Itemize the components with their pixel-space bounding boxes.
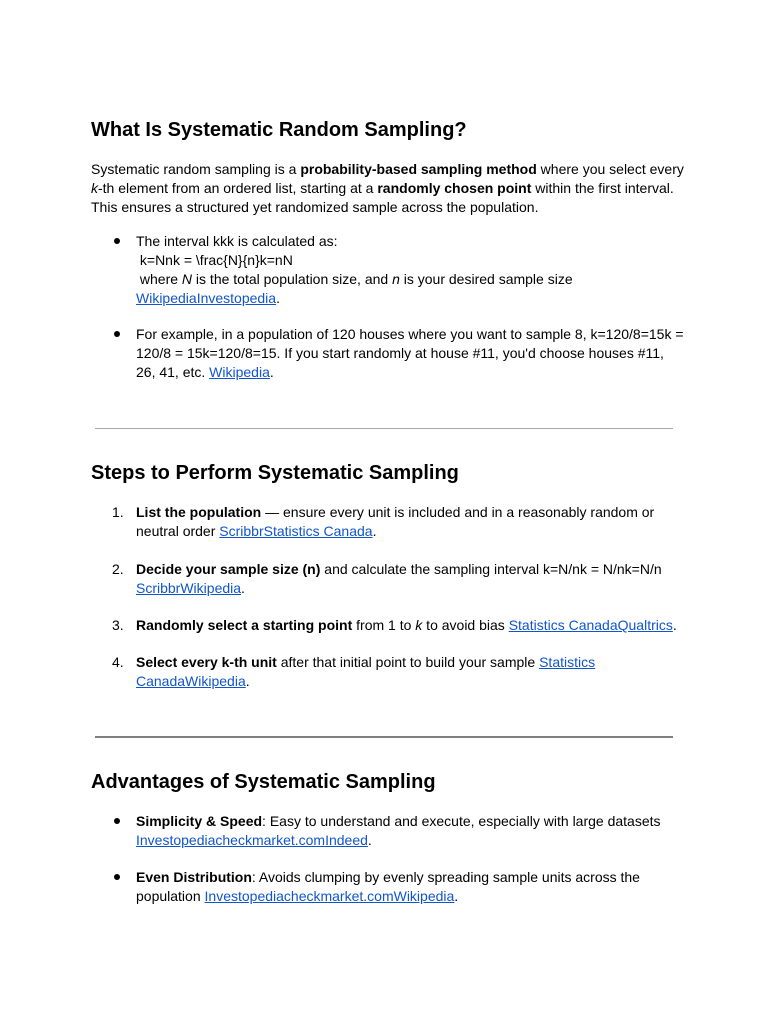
horizontal-divider (95, 428, 673, 429)
link-investopedia-checkmarket-wikipedia[interactable]: Investopediacheckmarket.comWikipedia (204, 888, 455, 904)
link-canada-wikipedia[interactable]: CanadaWikipedia (136, 673, 246, 689)
bold-probability-based: probability-based sampling method (300, 161, 537, 177)
link-wikipedia[interactable]: Wikipedia (209, 364, 270, 380)
bullet-dot (114, 818, 120, 824)
step-1: List the population — ensure every unit is included and in a reasonably random or neutral order ScribbrStatistics Canada. (136, 504, 655, 539)
heading-steps: Steps to Perform Systematic Sampling (91, 462, 459, 484)
advantage-even-distribution: Even Distribution: Avoids clumping by evenly spreading sample units across the population Investopediacheckmarket.comWikipedia. (136, 869, 640, 904)
list-number: 1. (112, 504, 124, 520)
list-number: 2. (112, 561, 124, 577)
link-statistics[interactable]: Statistics (539, 654, 596, 670)
horizontal-divider (95, 736, 673, 738)
bullet-example: For example, in a population of 120 houses where you want to sample 8, k=120/8=15k = 120/8 = 15k=120/8=15. If you start randomly at house #11, you'd choose houses #11, 26, 41, etc. Wikipedia. (136, 326, 684, 380)
advantage-simplicity: Simplicity & Speed: Easy to understand and execute, especially with large datasets Investopediacheckmarket.comIndeed. (136, 813, 661, 848)
link-statistics-canada-qualtrics[interactable]: Statistics CanadaQualtrics (508, 617, 673, 633)
step-2: Decide your sample size (n) and calculate the sampling interval k=N/nk = N/nk=N/n ScribbrWikipedia. (136, 561, 662, 596)
link-wikipedia-investopedia[interactable]: WikipediaInvestopedia (136, 290, 277, 306)
heading-advantages: Advantages of Systematic Sampling (91, 771, 436, 793)
intro-line-3: This ensures a structured yet randomized sample across the population. (91, 199, 539, 215)
link-investopedia-checkmarket-indeed[interactable]: Investopediacheckmarket.comIndeed (136, 832, 368, 848)
step-4: Select every k-th unit after that initial point to build your sample Statistics CanadaWikipedia. (136, 654, 596, 689)
list-number: 3. (112, 617, 124, 633)
link-scribbr-statistics-canada[interactable]: ScribbrStatistics Canada (219, 523, 373, 539)
link-scribbr-wikipedia[interactable]: ScribbrWikipedia (136, 580, 242, 596)
list-number: 4. (112, 654, 124, 670)
intro-line-2: k-th element from an ordered list, starting at a randomly chosen point within the first interval. (91, 180, 674, 196)
heading-what-is-systematic-sampling: What Is Systematic Random Sampling? (91, 119, 467, 141)
intro-line-1: Systematic random sampling is a probability-based sampling method where you select every (91, 161, 684, 177)
bullet-dot (114, 331, 120, 337)
bold-randomly-chosen-point: randomly chosen point (377, 180, 532, 196)
bullet-dot (114, 874, 120, 880)
bullet-interval-formula: The interval kkk is calculated as: k=Nnk = \frac{N}{n}k=nN where N is the total population size, and n is your desired sample size WikipediaInvestopedia. (136, 233, 573, 306)
bullet-dot (114, 238, 120, 244)
intro-paragraph (91, 160, 691, 217)
step-3: Randomly select a starting point from 1 to k to avoid bias Statistics CanadaQualtrics. (136, 617, 677, 633)
